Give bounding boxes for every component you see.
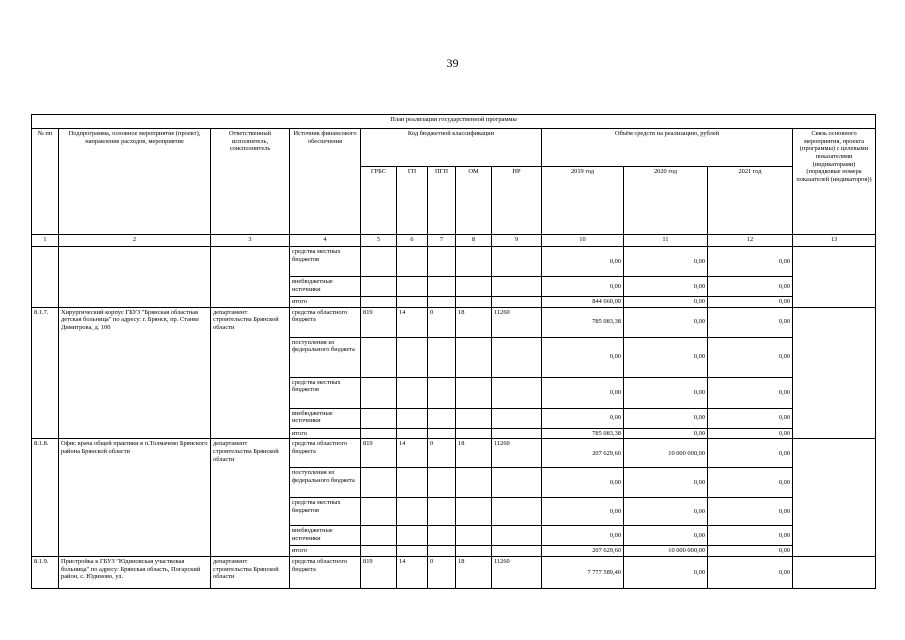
cell-source: поступления из федерального бюджета xyxy=(290,337,361,377)
cell-gp: 14 xyxy=(397,439,428,468)
cell-source: средства местных бюджетов xyxy=(290,377,361,408)
cell-name xyxy=(59,247,211,308)
column-number: 4 xyxy=(290,235,361,247)
table-caption: План реализации государственной программы xyxy=(32,115,876,129)
cell-2021: 0,00 xyxy=(708,557,793,589)
header-2019: 2019 год xyxy=(542,167,624,235)
cell-2019: 785 083,38 xyxy=(542,307,624,337)
cell-2020: 0,00 xyxy=(624,277,708,297)
column-number: 5 xyxy=(361,235,397,247)
cell-nr: 11260 xyxy=(492,307,542,337)
cell-responsible: департамент строительства Брянской области xyxy=(211,439,290,557)
cell-2020: 0,00 xyxy=(624,408,708,428)
cell-2021: 0,00 xyxy=(708,297,793,308)
header-2021: 2021 год xyxy=(708,167,793,235)
cell-2019: 785 083,38 xyxy=(542,428,624,439)
cell-2019: 0,00 xyxy=(542,408,624,428)
cell-responsible xyxy=(211,247,290,308)
program-plan-table xyxy=(31,114,876,589)
cell-2021: 0,00 xyxy=(708,337,793,377)
column-number: 6 xyxy=(397,235,428,247)
header-grbs: ГРБС xyxy=(361,167,397,235)
column-number: 10 xyxy=(542,235,624,247)
cell-2020: 0,00 xyxy=(624,557,708,589)
table-row xyxy=(32,247,876,277)
cell-2019: 0,00 xyxy=(542,247,624,277)
cell-2020: 0,00 xyxy=(624,498,708,526)
cell-2020: 0,00 xyxy=(624,307,708,337)
cell-2019: 0,00 xyxy=(542,468,624,498)
column-number: 11 xyxy=(624,235,708,247)
cell-2021: 0,00 xyxy=(708,408,793,428)
cell-source: итого xyxy=(290,428,361,439)
cell-2020: 10 000 000,00 xyxy=(624,546,708,557)
cell-2020: 0,00 xyxy=(624,526,708,546)
cell-om: 18 xyxy=(456,439,492,468)
cell-pgp: 0 xyxy=(428,439,456,468)
cell-2020: 0,00 xyxy=(624,337,708,377)
cell-responsible: департамент строительства Брянской области xyxy=(211,307,290,439)
column-number: 1 xyxy=(32,235,59,247)
cell-source: средства областного бюджета xyxy=(290,307,361,337)
cell-2020: 0,00 xyxy=(624,247,708,277)
column-number: 2 xyxy=(59,235,211,247)
cell-2021: 0,00 xyxy=(708,377,793,408)
column-number: 13 xyxy=(793,235,876,247)
cell-link xyxy=(793,247,876,308)
cell-2021: 0,00 xyxy=(708,277,793,297)
cell-pgp: 0 xyxy=(428,307,456,337)
cell-om: 18 xyxy=(456,557,492,589)
cell-source: средства областного бюджета xyxy=(290,557,361,589)
cell-2019: 0,00 xyxy=(542,337,624,377)
cell-grbs: 819 xyxy=(361,557,397,589)
header-om: ОМ xyxy=(456,167,492,235)
cell-om: 18 xyxy=(456,307,492,337)
cell-2020: 0,00 xyxy=(624,297,708,308)
header-nr: НР xyxy=(492,167,542,235)
cell-2021: 0,00 xyxy=(708,428,793,439)
header-source: Источник финансового обеспечения xyxy=(290,129,361,235)
cell-2019: 207 629,60 xyxy=(542,439,624,468)
cell-2019: 0,00 xyxy=(542,526,624,546)
header-volume: Объём средств на реализацию, рублей xyxy=(542,129,793,167)
cell-2020: 0,00 xyxy=(624,468,708,498)
cell-2019: 0,00 xyxy=(542,277,624,297)
cell-source: средства местных бюджетов xyxy=(290,498,361,526)
header-link: Связь основного мероприятия, проекта (программы) с целевыми показателями (индикаторами) (порядковые номера показателей (индикаторов)) xyxy=(793,129,876,235)
cell-2019: 0,00 xyxy=(542,377,624,408)
cell-2021: 0,00 xyxy=(708,546,793,557)
cell-grbs: 819 xyxy=(361,307,397,337)
header-name: Подпрограмма, основное мероприятие (проект), направление расходов, мероприятие xyxy=(59,129,211,235)
cell-2019: 7 777 589,40 xyxy=(542,557,624,589)
header-responsible: Ответственный исполнитель, соисполнитель xyxy=(211,129,290,235)
cell-name: Офис врача общей практики в п.Толмачево Брянского района Брянской области xyxy=(59,439,211,557)
header-no: № пп xyxy=(32,129,59,235)
cell-2019: 207 629,60 xyxy=(542,546,624,557)
column-number: 12 xyxy=(708,235,793,247)
cell-source: итого xyxy=(290,297,361,308)
cell-source: поступления из федерального бюджета xyxy=(290,468,361,498)
cell-2019: 844 660,00 xyxy=(542,297,624,308)
cell-link xyxy=(793,307,876,439)
cell-2021: 0,00 xyxy=(708,307,793,337)
cell-responsible: департамент строительства Брянской области xyxy=(211,557,290,589)
cell-2021: 0,00 xyxy=(708,468,793,498)
cell-name: Пристройка к ГБУЗ "Юдиновская участковая больница" по адресу: Брянская область, Погарский район, с. Юдиново, ул. xyxy=(59,557,211,589)
cell-no xyxy=(32,247,59,308)
cell-gp: 14 xyxy=(397,557,428,589)
table-row xyxy=(32,439,876,468)
column-number: 8 xyxy=(456,235,492,247)
header-gp: ГП xyxy=(397,167,428,235)
cell-2019: 0,00 xyxy=(542,498,624,526)
cell-source: средства областного бюджета xyxy=(290,439,361,468)
cell-no: 8.1.9. xyxy=(32,557,59,589)
cell-2021: 0,00 xyxy=(708,526,793,546)
cell-gp: 14 xyxy=(397,307,428,337)
cell-nr: 11260 xyxy=(492,439,542,468)
column-number: 9 xyxy=(492,235,542,247)
cell-pgp: 0 xyxy=(428,557,456,589)
column-number: 7 xyxy=(428,235,456,247)
cell-2021: 0,00 xyxy=(708,439,793,468)
page-number: 39 xyxy=(446,56,459,70)
cell-source: внебюджетные источники xyxy=(290,408,361,428)
header-2020: 2020 год xyxy=(624,167,708,235)
cell-grbs: 819 xyxy=(361,439,397,468)
cell-no: 8.1.7. xyxy=(32,307,59,439)
cell-2020: 0,00 xyxy=(624,428,708,439)
cell-source: итого xyxy=(290,546,361,557)
header-budget-code: Код бюджетной классификации xyxy=(361,129,542,167)
cell-2021: 0,00 xyxy=(708,247,793,277)
column-number: 3 xyxy=(211,235,290,247)
cell-source: внебюджетные источники xyxy=(290,526,361,546)
header-pgp: ПГП xyxy=(428,167,456,235)
cell-source: средства местных бюджетов xyxy=(290,247,361,277)
cell-link xyxy=(793,439,876,557)
table-row xyxy=(32,557,876,589)
cell-2020: 10 000 000,00 xyxy=(624,439,708,468)
table-row xyxy=(32,307,876,337)
cell-no: 8.1.8. xyxy=(32,439,59,557)
cell-2021: 0,00 xyxy=(708,498,793,526)
column-number-row xyxy=(32,235,876,247)
cell-source: внебюджетные источники xyxy=(290,277,361,297)
cell-link xyxy=(793,557,876,589)
cell-name: Хирургический корпус ГБУЗ "Брянская областная детская больница" по адресу: г. Брянск, пр. Станке Димитрова, д. 100 xyxy=(59,307,211,439)
cell-nr: 11260 xyxy=(492,557,542,589)
cell-2020: 0,00 xyxy=(624,377,708,408)
